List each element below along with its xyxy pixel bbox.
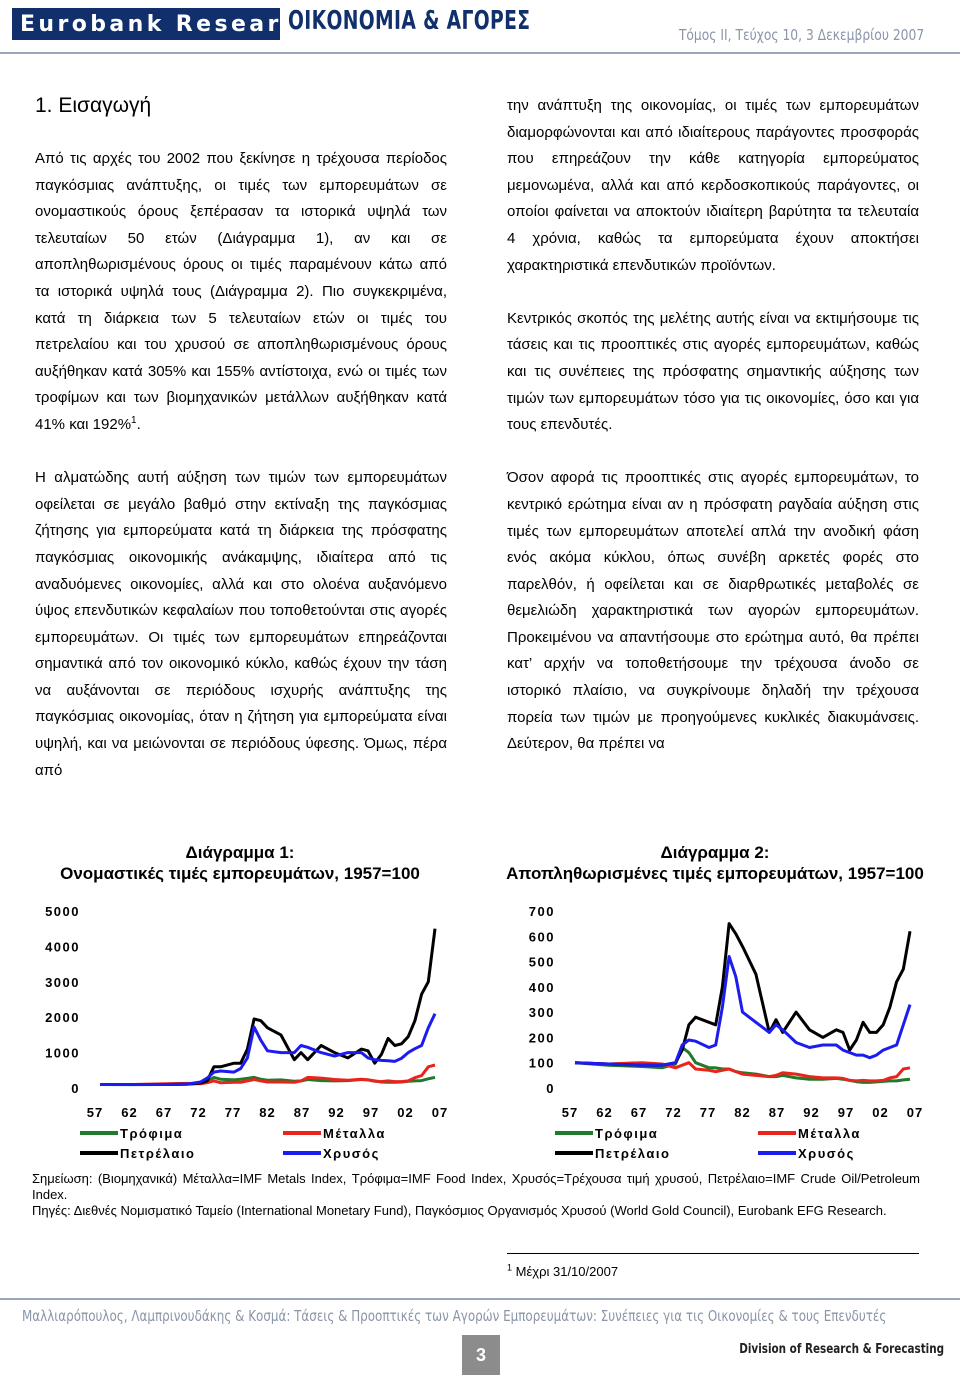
chart1-xtick-label: 72 <box>190 1105 207 1120</box>
chart1 <box>20 895 460 1170</box>
page-number: 3 <box>462 1335 500 1375</box>
chart1-xtick-label: 57 <box>86 1105 104 1120</box>
chart2-xtick-label: 67 <box>630 1105 648 1120</box>
chart1-xtick-label: 82 <box>259 1105 276 1120</box>
right-paragraph-3: Όσον αφορά τις προοπτικές στις αγορές εμπορευμάτων, το κεντρικό ερώτημα είναι αν η πρόσφατη ραγδαία αύξηση στις τιμές των εμπορευμάτων αποτελεί απλά την ανοδική φάση ενός ακόμα κύκλου, όπως συνέβη αρκετές φορές στο παρελθόν, ή οφείλεται και σε διαρθρωτικές μεταβολές σε θεμελιώδη χαρακτηριστικά των αγορών εμπορευμάτων. Προκειμένου να απαντήσουμε στο ερώτημα αυτό, θα πρέπει κατ’ αρχήν να τοποθετήσουμε την τρέχουσα άνοδο σε ιστορικό πλαίσιο, να συγκρίνουμε δηλαδή την τρέχουσα πορεία των τιμών με προηγούμενες κυκλικές διακυμάνσεις. Δεύτερον, θα πρέπει να <box>507 469 919 753</box>
chart1-ytick-label: 2000 <box>45 1010 80 1026</box>
chart2-ytick-label: 700 <box>528 904 555 919</box>
chart2-ytick-label: 500 <box>528 954 555 970</box>
right-paragraph-2: Κεντρικός σκοπός της μελέτης αυτής είναι να εκτιμήσουμε τις τάσεις και τις προοπτικές στις αγορές εμπορευμάτων, καθώς και τις συνέπειες της πρόσφατης σημαντικής αύξησης των τιμών των εμπορευμάτων τόσο για τις οικονομίες, όσο και για τους επενδυτές. <box>507 309 919 434</box>
chart1-xtick-label: 87 <box>293 1105 311 1120</box>
right-paragraph-1: την ανάπτυξη της οικονομίας, οι τιμές των εμπορευμάτων διαμορφώνονται και από ιδιαίτερους παράγοντες προσφοράς που επηρεάζουν την κάθε κατηγορία εμπορεύματος μεμονωμένα, αλλά και από κερδοσκοπικούς παράγοντες, οι οποίοι φαίνεται να αποκτούν ιδιαίτερη βαρύτητα τα τελευταία 4 χρόνια, καθώς τα εμπορεύματα έχουν αποκτήσει χαρακτηριστικά επενδυτικών προϊόντων. <box>507 97 919 274</box>
chart2-xtick-label: 57 <box>561 1105 579 1120</box>
chart2-xtick-label: 97 <box>837 1105 855 1120</box>
chart1-xtick-label: 62 <box>121 1105 138 1120</box>
chart-notes <box>32 1171 920 1219</box>
chart1-xtick-label: 77 <box>224 1105 242 1120</box>
chart1-legend-label: Τρόφιμα <box>120 1126 184 1141</box>
chart2-xtick-label: 87 <box>768 1105 786 1120</box>
chart1-xtick-label: 07 <box>431 1105 449 1120</box>
footnote-ref: 1 <box>131 414 137 426</box>
left-paragraph-1: Από τις αρχές του 2002 που ξεκίνησε η τρέχουσα περίοδος παγκόσμιας ανάπτυξης, οι τιμές των εμπορευμάτων σε ονομαστικούς όρους ξεπέρασαν τα ιστορικά υψηλά των τελευταίων 50 ετών (Διάγραμμα 1), αν και σε αποπληθωρισμένους όρους οι τιμές παραμένουν κάτω από τα ιστορικά υψηλά τους (Διάγραμμα 2). Πιο συγκεκριμένα, κατά τη διάρκεια των 5 τελευταίων ετών οι τιμές του πετρελαίου και του χρυσού σε αποπληθωρισμένους όρους αυξήθηκαν κατά 305% και 155% αντίστοιχα, ενώ οι τιμές των τροφίμων και των βιομηχανικών μετάλλων αυξήθηκαν κατά 41% και 192%$^1$. <box>35 150 447 433</box>
left-paragraph-2: Η αλματώδης αυτή αύξηση των τιμών των εμπορευμάτων οφείλεται σε μεγάλο βαθμό στην εκτίναξη της παγκόσμιας ζήτησης για εμπορεύματα κατά τη διάρκεια της πρόσφατης παγκόσμιας οικονομικής ανάκαμψης, ιδιαίτερα από τις αναδυόμενες οικονομίες, αλλά και στο ολοένα αυξανόμενο ύψος επενδυτικών κεφαλαίων που τοποθετούνται στις αγορές εμπορευμάτων. Οι τιμές των εμπορευμάτων επηρεάζονται σημαντικά από τον οικονομικό κύκλο, καθώς έχουν την τάση να αυξάνονται σε περιόδους ισχυρής ανάπτυξης της παγκόσμιας οικονομίας, όταν η ζήτηση για εμπορεύματα είναι υψηλή, και να μειώνονται σε περιόδους ύφεσης. Όμως, πέρα από <box>35 469 447 779</box>
chart2-ytick-label: 0 <box>546 1081 555 1096</box>
chart1-legend-label: Χρυσός <box>323 1146 380 1161</box>
chart2-legend-label: Χρυσός <box>798 1146 855 1161</box>
footer-division: Division of Research & Forecasting <box>739 1342 944 1357</box>
chart2-xtick-label: 92 <box>803 1105 820 1120</box>
left-column <box>35 146 447 784</box>
chart2-legend-label: Μέταλλα <box>798 1126 861 1141</box>
chart2-xtick-label: 77 <box>699 1105 717 1120</box>
chart2 <box>495 895 935 1170</box>
sources-text: Πηγές: Διεθνές Νομισματικό Ταμείο (International Monetary Fund), Παγκόσμιος Οργανισμός Χρυσού (World Gold Council), Eurobank EFG Research. <box>32 1203 887 1218</box>
chart2-ytick-label: 300 <box>528 1005 555 1021</box>
header-issue: Τόμος ΙΙ, Τεύχος 10, 3 Δεκεμβρίου 2007 <box>678 26 924 44</box>
chart2-xtick-label: 62 <box>596 1105 613 1120</box>
chart1-legend-label: Πετρέλαιο <box>120 1146 196 1161</box>
chart2-legend-label: Πετρέλαιο <box>595 1146 671 1161</box>
header-logo: Eurobank Research <box>20 12 318 37</box>
chart2-series-3-line <box>575 957 910 1066</box>
header-divider <box>0 52 960 54</box>
chart2-xtick-label: 72 <box>665 1105 682 1120</box>
chart1-ytick-label: 1000 <box>45 1045 80 1061</box>
chart1-ytick-label: 3000 <box>45 974 80 990</box>
chart1-xtick-label: 67 <box>155 1105 173 1120</box>
chart2-xtick-label: 02 <box>872 1105 889 1120</box>
chart1-ytick-label: 4000 <box>45 939 80 955</box>
right-column <box>507 93 919 758</box>
footnote: $^1$ Μέχρι 31/10/2007 <box>507 1262 619 1279</box>
footnote-rule <box>507 1253 919 1254</box>
footer-divider <box>0 1298 960 1300</box>
chart1-xtick-label: 97 <box>362 1105 380 1120</box>
footer-authors: Μαλλιαρόπουλος, Λαμπρινουδάκης & Κοσμά: Τάσεις & Προοπτικές των Αγορών Εμπορευμάτων: Συνέπειες για τις Οικονομίες & τους Επενδυτές <box>22 1307 887 1325</box>
section-title: 1. Εισαγωγή <box>35 94 152 117</box>
chart2-legend-label: Τρόφιμα <box>595 1126 659 1141</box>
chart1-title: Διάγραμμα 1: Ονομαστικές τιμές εμπορευμάτων, 1957=100 <box>60 843 420 883</box>
chart1-ytick-label: 0 <box>71 1081 80 1096</box>
chart2-series-2-line <box>575 924 910 1066</box>
chart2-ytick-label: 600 <box>528 929 555 945</box>
chart2-xtick-label: 82 <box>734 1105 751 1120</box>
chart2-ytick-label: 100 <box>528 1055 555 1071</box>
chart2-xtick-label: 07 <box>906 1105 924 1120</box>
chart2-title: Διάγραμμα 2: Αποπληθωρισμένες τιμές εμπορευμάτων, 1957=100 <box>506 843 924 883</box>
chart1-legend-label: Μέταλλα <box>323 1126 386 1141</box>
header-subtitle: ΟΙΚΟΝΟΜΙΑ & ΑΓΟΡΕΣ <box>288 6 531 36</box>
chart1-ytick-label: 5000 <box>45 904 80 919</box>
chart1-series-1-line <box>100 1065 435 1085</box>
chart1-xtick-label: 92 <box>328 1105 345 1120</box>
chart1-xtick-label: 02 <box>397 1105 414 1120</box>
note-text: Σημείωση: (Βιομηχανικά) Μέταλλα=IMF Metals Index, Τρόφιμα=IMF Food Index, Χρυσός=Τρέχουσα τιμή χρυσού, Πετρέλαιο=IMF Crude Oil/Petroleum Index. <box>32 1171 920 1202</box>
chart2-ytick-label: 400 <box>528 979 555 995</box>
chart2-ytick-label: 200 <box>528 1030 555 1046</box>
